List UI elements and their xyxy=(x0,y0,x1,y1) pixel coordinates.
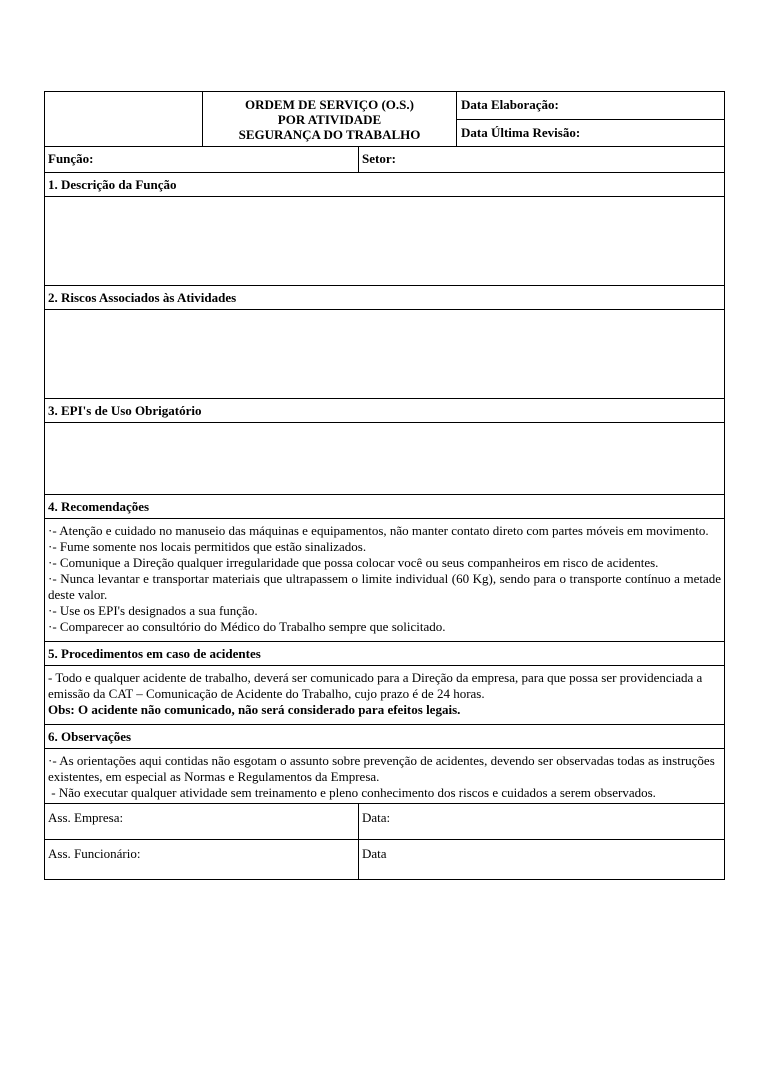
section-2-content-field[interactable] xyxy=(44,310,725,399)
recommendation-item: ·- Nunca levantar e transportar materiais que ultrapassem o limite individual (60 Kg), sendo para o transporte contínuo a metade deste valor. xyxy=(48,571,721,602)
section-6-header xyxy=(44,725,725,749)
section-6-title: 6. Observações xyxy=(48,729,132,744)
function-sector-row xyxy=(44,147,725,173)
section-3-title: 3. EPI's de Uso Obrigatório xyxy=(48,403,202,418)
dates-area xyxy=(457,92,724,146)
section-1-header xyxy=(44,173,725,197)
section-5-title: 5. Procedimentos em caso de acidentes xyxy=(48,646,261,661)
company-signature-field[interactable]: Ass. Empresa: xyxy=(45,804,359,839)
company-signature-row xyxy=(44,804,725,840)
date-revision-field[interactable]: Data Última Revisão: xyxy=(461,124,581,140)
function-field[interactable]: Função: xyxy=(45,147,359,172)
section-2-header xyxy=(44,286,725,310)
employee-signature-row xyxy=(44,840,725,880)
recommendation-item: ·- Comparecer ao consultório do Médico do Trabalho sempre que solicitado. xyxy=(48,619,446,634)
section-6-content xyxy=(44,749,725,804)
section-4-title: 4. Recomendações xyxy=(48,499,150,514)
section-5-content xyxy=(44,666,725,725)
service-order-form xyxy=(44,91,725,880)
title-line-2: POR ATIVIDADE xyxy=(277,112,382,127)
section-1-content-field[interactable] xyxy=(44,197,725,286)
section-3-content-field[interactable] xyxy=(44,423,725,495)
company-date-field[interactable]: Data: xyxy=(362,810,391,825)
form-title xyxy=(203,92,457,146)
observation-text-1: ·- As orientações aqui contidas não esgotam o assunto sobre prevenção de acidentes, devendo ser observadas todas as instruções existentes, em especial as Normas e Regulamentos da Empresa. xyxy=(48,753,715,784)
sector-field[interactable]: Setor: xyxy=(362,151,396,166)
recommendation-item: ·- Atenção e cuidado no manuseio das máquinas e equipamentos, não manter contato direto com partes móveis em movimento. xyxy=(48,523,709,538)
employee-signature-field[interactable]: Ass. Funcionário: xyxy=(45,840,359,879)
logo-area xyxy=(45,92,203,146)
accident-procedure-text: - Todo e qualquer acidente de trabalho, deverá ser comunicado para a Direção da empresa, para que possa ser providenciada a emissão da CAT – Comunicação de Acidente do Trabalho, cujo prazo é de 24 horas. xyxy=(48,670,703,701)
employee-date-field[interactable]: Data xyxy=(362,846,387,861)
observation-text-2: - Não executar qualquer atividade sem treinamento e pleno conhecimento dos riscos e cuidados a serem observados. xyxy=(48,785,656,800)
title-line-3: SEGURANÇA DO TRABALHO xyxy=(238,127,421,142)
accident-obs-text: Obs: O acidente não comunicado, não será considerado para efeitos legais. xyxy=(48,702,461,717)
section-2-title: 2. Riscos Associados às Atividades xyxy=(48,290,237,305)
section-5-header xyxy=(44,642,725,666)
form-header xyxy=(44,91,725,147)
title-line-1: ORDEM DE SERVIÇO (O.S.) xyxy=(245,97,414,112)
section-1-title: 1. Descrição da Função xyxy=(48,177,177,192)
recommendation-item: ·- Use os EPI's designados a sua função. xyxy=(48,603,258,618)
recommendation-item: ·- Fume somente nos locais permitidos que estão sinalizados. xyxy=(48,539,367,554)
recommendation-item: ·- Comunique a Direção qualquer irregularidade que possa colocar você ou seus companheiros em risco de acidentes. xyxy=(48,555,659,570)
section-3-header xyxy=(44,399,725,423)
date-elaboration-field[interactable]: Data Elaboração: xyxy=(457,92,724,120)
section-4-content xyxy=(44,519,725,642)
section-4-header xyxy=(44,495,725,519)
